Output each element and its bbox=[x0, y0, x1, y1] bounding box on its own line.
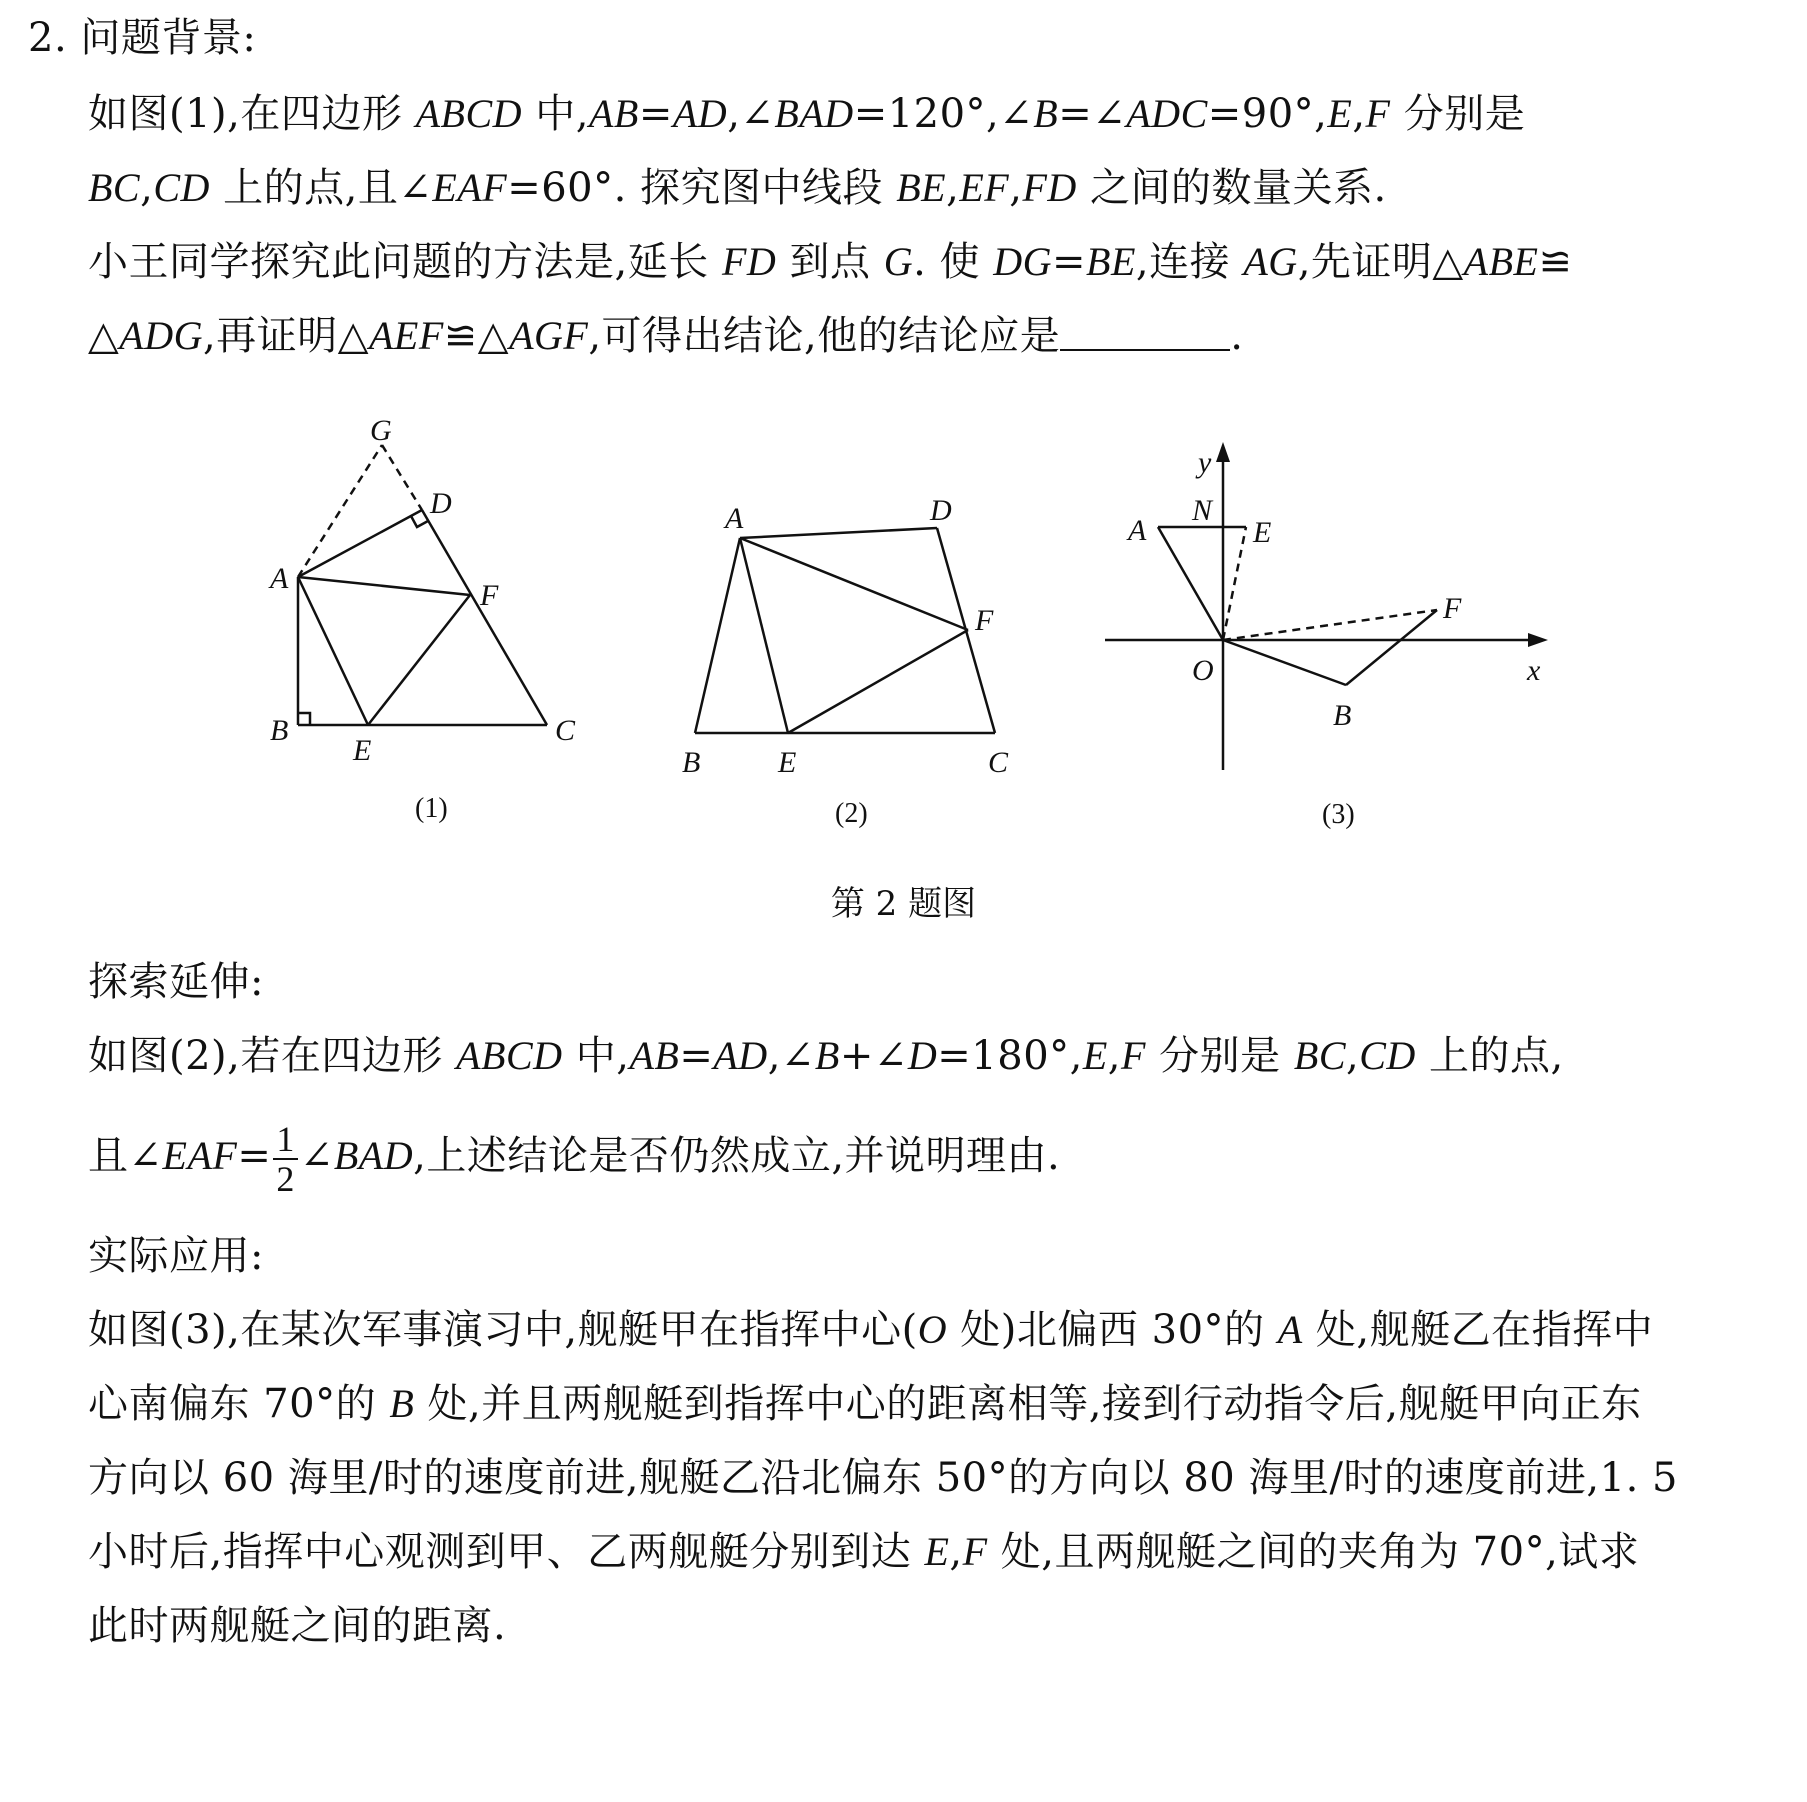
y-axis-arrow-icon bbox=[1216, 442, 1230, 462]
label-G: G bbox=[370, 414, 392, 447]
figure-3-caption: (3) bbox=[1322, 799, 1355, 830]
label-B: B bbox=[1333, 699, 1352, 732]
label-N: N bbox=[1192, 494, 1213, 527]
extension-line-2: 且∠EAF= $\frac{1}{2}$ ∠BAD,上述结论是否仍然成立,并说明理由. bbox=[88, 1119, 1061, 1199]
label-D: D bbox=[930, 494, 952, 527]
application-heading: 实际应用: bbox=[88, 1233, 264, 1279]
background-line-1: 如图(1),在四边形 ABCD 中,AB=AD,∠BAD=120°,∠B=∠ADC=90°,E,F 分别是 bbox=[88, 91, 1526, 137]
segment-AF bbox=[740, 538, 968, 630]
application-line-4: 小时后,指挥中心观测到甲、乙两舰艇分别到达 E,F 处,且两舰艇之间的夹角为 70°,试求 bbox=[88, 1529, 1640, 1575]
label-B: B bbox=[270, 714, 289, 747]
label-C: C bbox=[988, 746, 1009, 779]
segment-AG bbox=[298, 445, 382, 577]
segment-GD bbox=[382, 445, 422, 510]
application-line-2: 心南偏东 70°的 B 处,并且两舰艇到指挥中心的距离相等,接到行动指令后,舰艇甲向正东 bbox=[88, 1381, 1642, 1427]
label-y: y bbox=[1198, 446, 1212, 479]
segment-BF bbox=[1346, 610, 1437, 685]
segment-AD bbox=[298, 510, 422, 577]
right-angle-mark-B bbox=[298, 713, 310, 725]
label-F: F bbox=[1443, 592, 1462, 625]
extension-heading: 探索延伸: bbox=[88, 959, 264, 1005]
problem-title: 2. 问题背景: bbox=[28, 15, 257, 61]
figure-1 bbox=[250, 405, 610, 845]
segment-DC bbox=[422, 510, 547, 725]
label-A: A bbox=[725, 502, 744, 535]
segment-AF bbox=[298, 577, 470, 595]
figure-2 bbox=[670, 490, 1040, 840]
label-F: F bbox=[975, 604, 994, 637]
segment-EF bbox=[788, 630, 968, 733]
application-line-3: 方向以 60 海里/时的速度前进,舰艇乙沿北偏东 50°的方向以 80 海里/时的速度前进,1. 5 bbox=[88, 1455, 1678, 1501]
application-line-5: 此时两舰艇之间的距离. bbox=[88, 1603, 507, 1649]
figure-2-caption: (2) bbox=[835, 798, 868, 829]
segment-OE bbox=[1223, 527, 1246, 640]
fraction-one-half: $\frac{1}{2}$ bbox=[273, 1120, 298, 1198]
label-x: x bbox=[1527, 654, 1541, 687]
label-C: C bbox=[555, 714, 576, 747]
segment-OB bbox=[1223, 640, 1346, 685]
x-axis-arrow-icon bbox=[1528, 633, 1548, 647]
background-line-4: △ADG,再证明△AEF≌△AGF,可得出结论,他的结论应是 . bbox=[88, 313, 1244, 359]
background-line-2: BC,CD 上的点,且∠EAF=60°. 探究图中线段 BE,EF,FD 之间的数量关系. bbox=[88, 165, 1387, 211]
label-E: E bbox=[1253, 516, 1272, 549]
label-E: E bbox=[353, 734, 372, 767]
label-E: E bbox=[778, 746, 797, 779]
label-F: F bbox=[480, 579, 499, 612]
background-line-3: 小王同学探究此问题的方法是,延长 FD 到点 G. 使 DG=BE,连接 AG,先证明△ABE≌ bbox=[88, 239, 1573, 285]
segment-AB bbox=[695, 538, 740, 733]
label-O: O bbox=[1192, 654, 1214, 687]
figure-1-caption: (1) bbox=[415, 793, 448, 824]
application-line-1: 如图(3),在某次军事演习中,舰艇甲在指挥中心(O 处)北偏西 30°的 A 处,舰艇乙在指挥中 bbox=[88, 1307, 1654, 1353]
label-A: A bbox=[1128, 514, 1147, 547]
label-B: B bbox=[682, 746, 701, 779]
segment-DA bbox=[740, 528, 937, 538]
segment-AE bbox=[298, 577, 368, 725]
figure-group-caption: 第 2 题图 bbox=[830, 884, 977, 924]
answer-blank[interactable] bbox=[1060, 319, 1230, 351]
segment-AO bbox=[1158, 527, 1223, 640]
extension-line-1: 如图(2),若在四边形 ABCD 中,AB=AD,∠B+∠D=180°,E,F 分别是 BC,CD 上的点, bbox=[88, 1033, 1564, 1079]
figure-3 bbox=[1100, 440, 1570, 840]
segment-EF bbox=[368, 595, 470, 725]
label-D: D bbox=[430, 487, 452, 520]
label-A: A bbox=[270, 562, 289, 595]
segment-AE bbox=[740, 538, 788, 733]
